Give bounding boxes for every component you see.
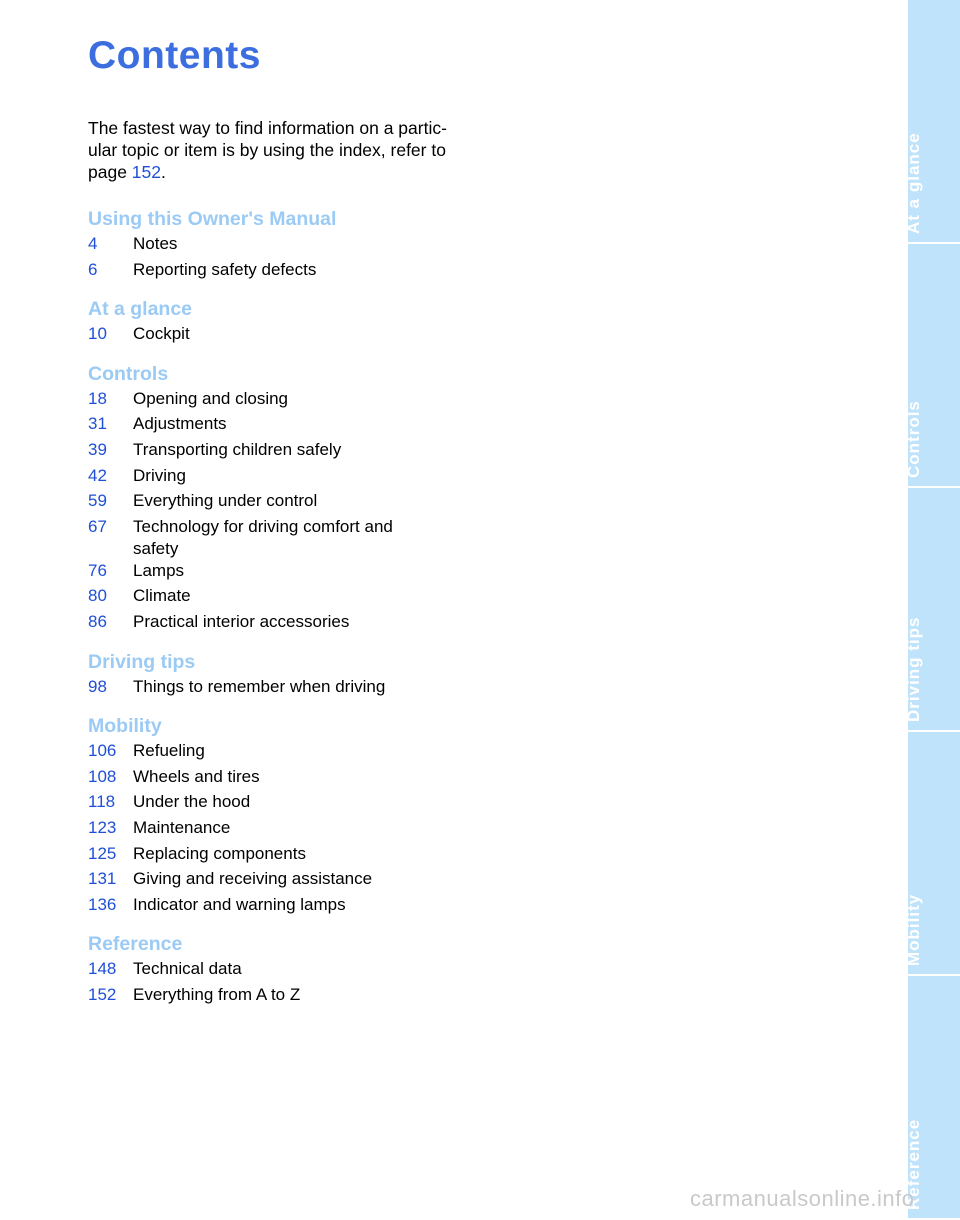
intro-paragraph — [88, 117, 478, 183]
sidebar-tab[interactable] — [904, 488, 960, 732]
toc-entry[interactable] — [88, 611, 508, 637]
toc-entry[interactable] — [88, 740, 508, 766]
toc-section — [88, 206, 508, 284]
section-heading[interactable]: At a glance — [88, 298, 193, 321]
toc-entry-label: Things to remember when driving — [133, 676, 386, 696]
toc-entry[interactable] — [88, 817, 508, 843]
toc-entry[interactable] — [88, 843, 508, 869]
toc-page-number: 86 — [88, 611, 107, 631]
toc-entry-label: Lamps — [133, 560, 185, 580]
toc-page-number: 10 — [88, 324, 107, 344]
toc-entry-label: Wheels and tires — [133, 766, 260, 786]
section-heading[interactable]: Controls — [88, 362, 169, 385]
toc-entry[interactable] — [88, 984, 508, 1010]
page-title: Contents — [88, 34, 261, 77]
toc-page-number: 123 — [88, 817, 117, 837]
index-page-link[interactable]: 152 — [131, 162, 161, 182]
toc-page-number: 136 — [88, 894, 117, 914]
toc-entry[interactable] — [88, 791, 508, 817]
intro-line-2: ular topic or item is by using the index, refer to — [88, 140, 446, 160]
section-heading[interactable]: Reference — [88, 933, 183, 956]
toc-entry-label: Everything from A to Z — [133, 984, 301, 1004]
toc-entry-label: Replacing components — [133, 843, 306, 863]
toc-entry-label: Transporting children safely — [133, 439, 342, 459]
section-heading[interactable]: Mobility — [88, 715, 162, 738]
toc-entry[interactable] — [88, 323, 508, 349]
toc-entry[interactable] — [88, 585, 508, 611]
toc-entry-label: Practical interior accessories — [133, 611, 350, 631]
toc-section — [88, 296, 508, 349]
toc-entry[interactable] — [88, 894, 508, 920]
toc-section — [88, 361, 508, 637]
toc-section — [88, 649, 508, 702]
sidebar-tab-label: Mobility — [904, 893, 923, 966]
chapter-sidebar — [904, 0, 960, 1220]
toc-entry[interactable] — [88, 413, 508, 439]
toc-entry[interactable] — [88, 766, 508, 792]
toc-page-number: 4 — [88, 234, 98, 253]
toc-page-number: 59 — [88, 491, 107, 511]
toc-entry[interactable] — [88, 958, 508, 984]
intro-line-1: The fastest way to find information on a partic- — [88, 118, 447, 138]
toc-page-number: 118 — [88, 792, 116, 812]
toc-page-number: 76 — [88, 560, 107, 580]
toc-page-number: 80 — [88, 586, 107, 606]
toc-entry-label: Giving and receiving assistance — [133, 869, 373, 889]
toc-entry-label: Driving — [133, 465, 186, 485]
toc-entry[interactable] — [88, 676, 508, 702]
toc-entry[interactable] — [88, 516, 508, 560]
toc-page-number: 131 — [88, 869, 117, 889]
toc-entry[interactable] — [88, 439, 508, 465]
table-of-contents — [88, 206, 508, 1021]
toc-entry[interactable] — [88, 233, 508, 259]
toc-entry[interactable] — [88, 259, 508, 285]
sidebar-tab[interactable] — [904, 732, 960, 976]
toc-entry-label: Everything under control — [133, 491, 318, 511]
toc-page-number: 6 — [88, 259, 98, 279]
toc-section — [88, 713, 508, 919]
toc-entry[interactable] — [88, 490, 508, 516]
toc-entry[interactable] — [88, 868, 508, 894]
section-heading[interactable]: Using this Owner's Manual — [88, 208, 337, 230]
intro-line-3-prefix: page — [88, 162, 132, 182]
toc-entry[interactable] — [88, 465, 508, 491]
watermark: carmanualsonline.info — [690, 1186, 915, 1211]
sidebar-tab-label: Driving tips — [904, 616, 923, 722]
toc-entry-label: Opening and closing — [133, 388, 289, 408]
sidebar-tab-label: At a glance — [904, 132, 923, 234]
toc-entry-label: Adjustments — [133, 414, 227, 434]
toc-entry-label: Technical data — [133, 959, 242, 979]
toc-page-number: 67 — [88, 516, 107, 536]
section-heading[interactable]: Driving tips — [88, 650, 196, 673]
toc-entry-label: Reporting safety defects — [133, 259, 317, 279]
toc-entry-label: Indicator and warning lamps — [133, 894, 346, 914]
toc-entry-label: Climate — [133, 586, 191, 606]
toc-page-number: 98 — [88, 676, 107, 696]
toc-page-number: 31 — [88, 414, 107, 434]
toc-entry-label: Maintenance — [133, 817, 231, 837]
toc-page-number: 39 — [88, 439, 107, 459]
toc-entry-label: Cockpit — [133, 324, 190, 344]
toc-entry[interactable] — [88, 560, 508, 586]
toc-entry-label: Refueling — [133, 741, 205, 761]
toc-entry[interactable] — [88, 388, 508, 414]
toc-entry-label: Technology for driving comfort and safety — [133, 516, 393, 558]
toc-page-number: 106 — [88, 741, 117, 761]
toc-page-number: 152 — [88, 984, 117, 1004]
intro-line-3-suffix: . — [161, 162, 166, 182]
sidebar-tab-label: Reference — [904, 1118, 923, 1210]
sidebar-tab-label: Controls — [904, 400, 923, 478]
sidebar-tab[interactable] — [904, 244, 960, 488]
toc-entry-label: Notes — [133, 234, 178, 253]
sidebar-tab[interactable] — [904, 0, 960, 244]
toc-page-number: 125 — [88, 843, 117, 863]
sidebar-tab[interactable] — [904, 976, 960, 1220]
toc-section — [88, 931, 508, 1009]
toc-page-number: 42 — [88, 465, 107, 485]
toc-entry-label: Under the hood — [133, 792, 251, 812]
toc-page-number: 108 — [88, 766, 117, 786]
toc-page-number: 148 — [88, 959, 117, 979]
toc-page-number: 18 — [88, 388, 107, 408]
